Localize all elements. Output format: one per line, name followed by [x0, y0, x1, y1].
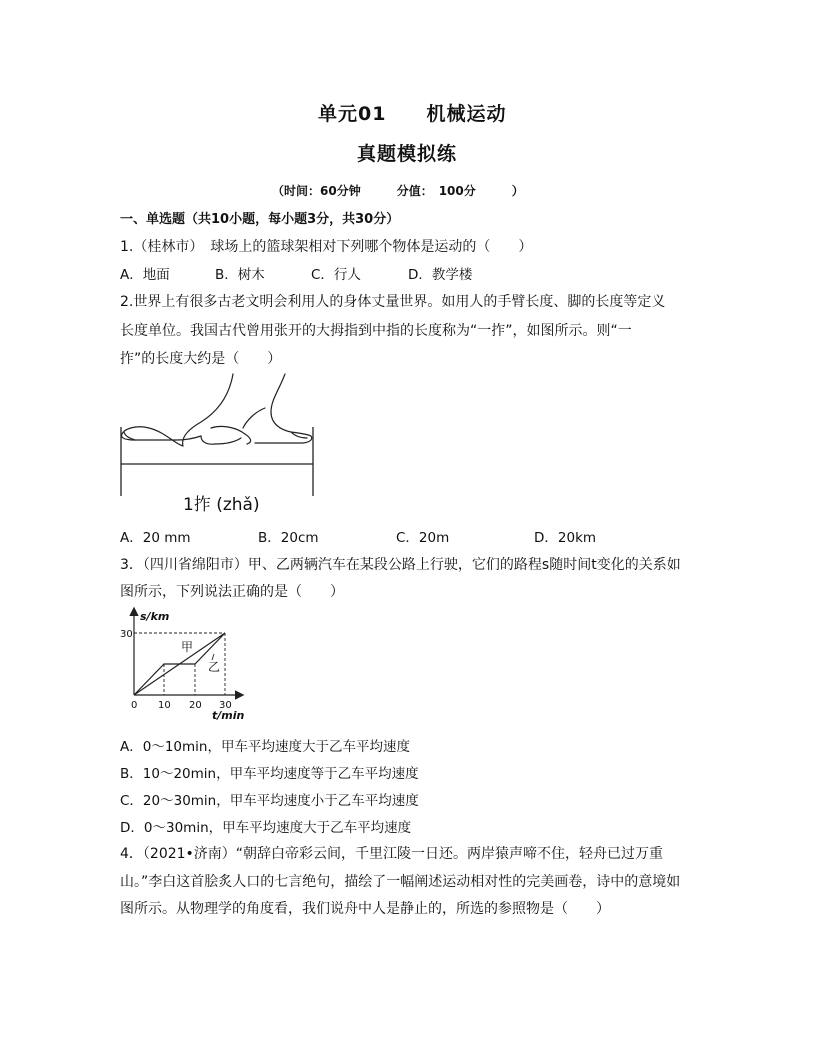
question-3-line-2: 图所示，下列说法正确的是（ ）	[120, 584, 344, 600]
label-jia: 甲	[181, 640, 194, 654]
distance-time-graph	[112, 604, 252, 726]
x-axis-label: t/min	[212, 709, 245, 722]
x-tick-0: 0	[131, 700, 138, 711]
question-3-option-a: A．0～10min，甲车平均速度大于乙车平均速度	[120, 739, 410, 755]
question-4-line-2: 山。”李白这首脍炙人口的七言绝句，描绘了一幅阐述运动相对性的完美画卷，诗中的意境如	[120, 874, 681, 890]
question-2-line-1: 2.世界上有很多古老文明会利用人的身体丈量世界。如用人的手臂长度、脚的长度等定义	[120, 294, 666, 310]
exam-meta: （时间：60分钟 分值： 100分 ）	[272, 184, 524, 198]
question-1-stem: 1.（桂林市） 球场上的篮球架相对下列哪个物体是运动的（ ）	[120, 239, 533, 255]
question-3-option-c: C．20～30min，甲车平均速度小于乙车平均速度	[120, 793, 419, 809]
label-yi: 乙	[208, 660, 221, 674]
question-2-line-3: 拃”的长度大约是（ ）	[120, 351, 282, 367]
question-2-option-a: A．20 mm	[120, 530, 191, 546]
section-heading: 一、单选题（共10小题，每小题3分，共30分）	[120, 212, 400, 227]
question-2-option-c: C．20m	[396, 530, 450, 546]
question-3-option-d: D．0～30min，甲车平均速度大于乙车平均速度	[120, 820, 412, 836]
y-tick-30: 30	[120, 629, 133, 640]
question-4-line-1: 4．（2021•济南）“朝辞白帝彩云间，千里江陵一日还。两岸猿声啼不住，轻舟已过万重	[120, 846, 664, 862]
hand-drawing	[122, 374, 312, 446]
question-1-option-c: C．行人	[311, 267, 361, 283]
span-label: 1拃 (zhǎ)	[183, 495, 260, 515]
question-1-option-d: D．教学楼	[408, 267, 473, 283]
x-tick-10: 10	[158, 700, 171, 711]
x-tick-20: 20	[189, 700, 202, 711]
question-2-option-d: D．20km	[534, 530, 597, 546]
question-2-option-b: B．20cm	[258, 530, 319, 546]
y-axis-label: s/km	[140, 610, 170, 623]
unit-title: 单元01 机械运动	[318, 103, 507, 125]
question-4-line-3: 图所示。从物理学的角度看，我们说舟中人是静止的，所选的参照物是（ ）	[120, 901, 610, 917]
page-subtitle: 真题模拟练	[357, 143, 458, 165]
question-1-option-b: B．树木	[215, 267, 265, 283]
hand-span-figure	[115, 372, 320, 520]
question-1-option-a: A．地面	[120, 267, 170, 283]
x-tick-30: 30	[219, 700, 232, 711]
question-2-line-2: 长度单位。我国古代曾用张开的大拇指到中指的长度称为“一拃”，如图所示。则“一	[120, 323, 632, 339]
question-3-line-1: 3．（四川省绵阳市）甲、乙两辆汽车在某段公路上行驶，它们的路程s随时间t变化的关系如	[120, 557, 681, 573]
question-3-option-b: B．10～20min，甲车平均速度等于乙车平均速度	[120, 766, 419, 782]
